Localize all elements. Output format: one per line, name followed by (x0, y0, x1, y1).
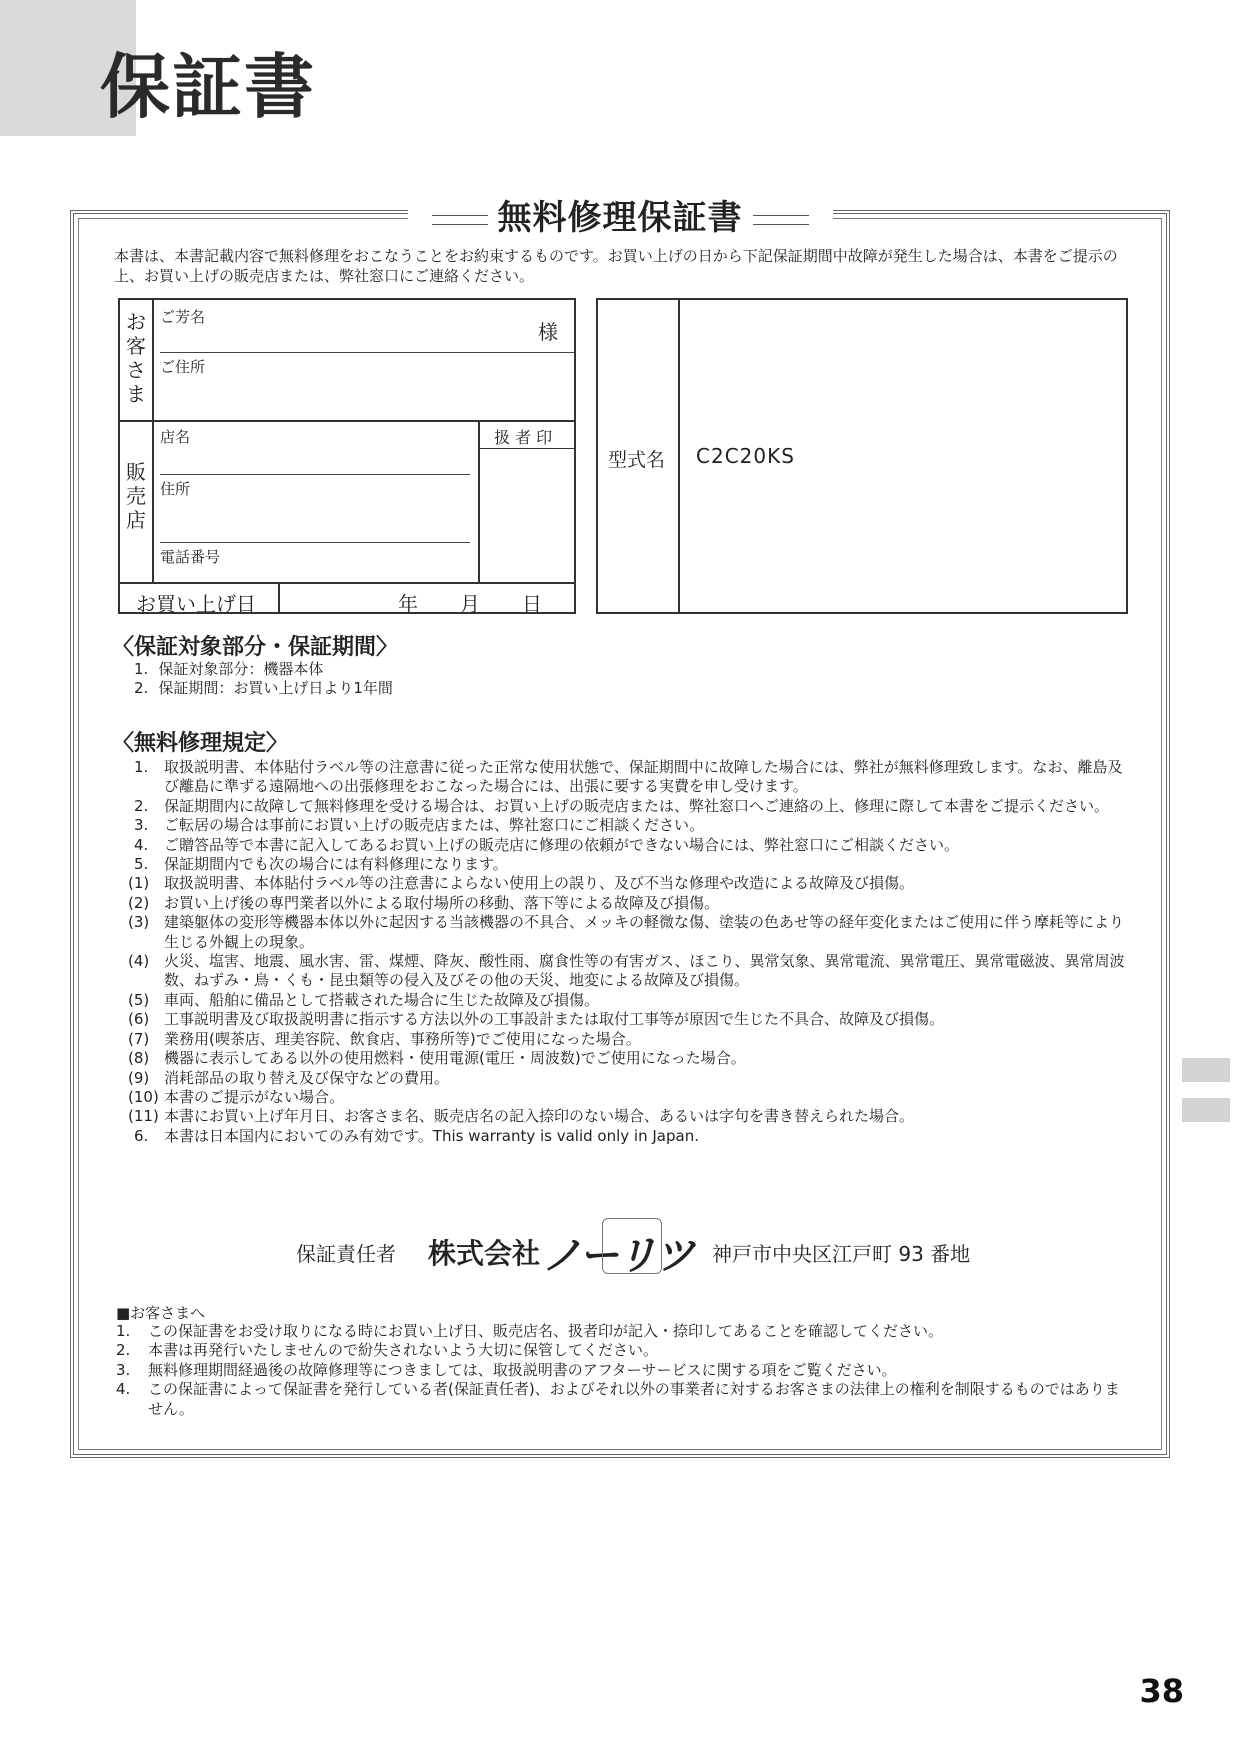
purchase-day: 日 (522, 592, 542, 616)
page-title: 保証書 (100, 46, 316, 128)
customer-address-label: ご住所 (160, 358, 206, 376)
noritz-logo: ノーリツ (542, 1233, 693, 1279)
responsible-label: 保証責任者 (296, 1242, 396, 1266)
shop-phone-label: 電話番号 (160, 548, 221, 566)
list-item: 3. 無料修理期間経過後の故障修理等につきましては、取扱説明書のアフターサービスに関する項をご覧ください。 (116, 1360, 897, 1379)
model-value: C2C20KS (696, 444, 795, 468)
shop-address-label: 住所 (160, 480, 191, 498)
sub-list-item: (9) 消耗部品の取り替え及び保守などの費用。 (128, 1068, 450, 1087)
purchase-month: 月 (460, 592, 480, 616)
company-seal-icon (602, 1218, 662, 1274)
rules-heading: 〈無料修理規定〉 (112, 731, 289, 756)
customer-name-line[interactable] (160, 352, 574, 353)
customer-notes-heading: ■お客さまへ (116, 1304, 206, 1322)
sub-list-item: (11) 本書にお買い上げ年月日、お客さま名、販売店名の記入捺印のない場合、あるいは字句を書き替えられた場合。 (128, 1107, 915, 1126)
sub-list-item: (4) 火災、塩害、地震、風水害、雷、煤煙、降灰、酸性雨、腐食性等の有害ガス、ほこり、異常気象、異常電流、異常電圧、異常電磁波、異常周波数、ねずみ・鳥・くも・昆虫類等の侵入及びその他の天災、地変による故障及び損傷。 (128, 952, 1125, 990)
rules-list (128, 758, 1134, 1146)
handler-stamp-label: 扱 者 印 (494, 428, 553, 447)
sub-list-item: (2) お買い上げ後の専門業者以外による取付場所の移動、落下等による故障及び損傷。 (128, 893, 720, 912)
sub-list-item: (3) 建築躯体の変形等機器本体以外に起因する当該機器の不具合、メッキの軽微な傷、塗装の色あせ等の経年変化またはご使用に伴う摩耗等により生じる外観上の現象。 (128, 913, 1125, 951)
list-item: 1. この保証書をお受け取りになる時にお買い上げ日、販売店名、扱者印が記入・捺印してあることを確認してください。 (116, 1322, 944, 1340)
list-item: 2. 保証期間内に故障して無料修理を受ける場合は、お買い上げの販売店または、弊社窓口へご連絡の上、修理に際して本書をご提示ください。 (134, 796, 1110, 815)
sub-list-item: (10) 本書のご提示がない場合。 (128, 1087, 345, 1106)
honorific-sama: 様 (538, 320, 558, 344)
customer-notes-list (116, 1322, 1134, 1419)
warranty-title: 無料修理保証書 (408, 190, 833, 239)
side-tab (1182, 1058, 1230, 1082)
customer-side-label: お 客 さ ま (126, 310, 146, 406)
sub-list-item: (1) 取扱説明書、本体貼付ラベル等の注意書によらない使用上の誤り、及び不当な修理や改造による故障及び損傷。 (128, 874, 915, 893)
list-item: 3. ご転居の場合は事前にお買い上げの販売店または、弊社窓口にご相談ください。 (134, 816, 705, 835)
side-tab (1182, 1098, 1230, 1122)
model-label: 型式名 (608, 449, 666, 471)
customer-shop-table (118, 298, 576, 614)
list-item: 2. 保証期間：お買い上げ日より1年間 (134, 679, 393, 698)
coverage-list (134, 660, 1134, 699)
page-number: 38 (1139, 1672, 1184, 1710)
list-item: 4. ご贈答品等で本書に記入してあるお買い上げの販売店に修理の依頼ができない場合には、弊社窓口にご相談ください。 (134, 835, 960, 854)
purchase-year: 年 (398, 592, 418, 616)
sub-list-item: (5) 車両、船舶に備品として搭載された場合に生じた故障及び損傷。 (128, 990, 600, 1009)
list-item: 1. 取扱説明書、本体貼付ラベル等の注意書に従った正常な使用状態で、保証期間中に故障した場合には、弊社が無料修理致します。なお、離島及び離島に準ずる遠隔地への出張修理をおこなった場合には、出張に要する実費を申し受けます。 (134, 758, 1123, 796)
customer-name-label: ご芳名 (160, 308, 206, 326)
company-address: 神戸市中央区江戸町 93 番地 (712, 1242, 971, 1266)
coverage-heading: 〈保証対象部分・保証期間〉 (112, 635, 399, 660)
company-name: 株式会社 (428, 1237, 541, 1270)
list-item: 4. この保証書によって保証書を発行している者(保証責任者)、およびそれ以外の事業者に対するお客さまの法律上の権利を制限するものではありません。 (116, 1380, 1120, 1418)
list-item: 1. 保証対象部分：機器本体 (134, 660, 324, 678)
list-item: 2. 本書は再発行いたしませんので紛失されないよう大切に保管してください。 (116, 1341, 659, 1360)
list-item: 5. 保証期間内でも次の場合には有料修理になります。 (134, 855, 508, 874)
shop-name-label: 店名 (160, 428, 191, 446)
sub-list-item: (8) 機器に表示してある以外の使用燃料・使用電源(電圧・周波数)でご使用になった場合。 (128, 1049, 746, 1068)
sub-list-item: (7) 業務用(喫茶店、理美容院、飲食店、事務所等)でご使用になった場合。 (128, 1029, 641, 1048)
list-item: 6. 本書は日本国内においてのみ有効です。This warranty is valid only in Japan. (134, 1126, 699, 1145)
shop-side-label: 販 売 店 (126, 460, 146, 532)
purchase-date-label: お買い上げ日 (136, 592, 256, 616)
shop-address-line[interactable] (160, 542, 470, 543)
warranty-intro: 本書は、本書記載内容で無料修理をおこなうことをお約束するものです。お買い上げの日から下記保証期間中故障が発生した場合は、本書をご提示の上、お買い上げの販売店または、弊社窓口にご連絡ください。 (114, 247, 1118, 285)
shop-name-line[interactable] (160, 474, 470, 475)
model-table (596, 298, 1128, 614)
sub-list-item: (6) 工事説明書及び取扱説明書に指示する方法以外の工事設計または取付工事等が原因で生じた不具合、故障及び損傷。 (128, 1010, 945, 1029)
